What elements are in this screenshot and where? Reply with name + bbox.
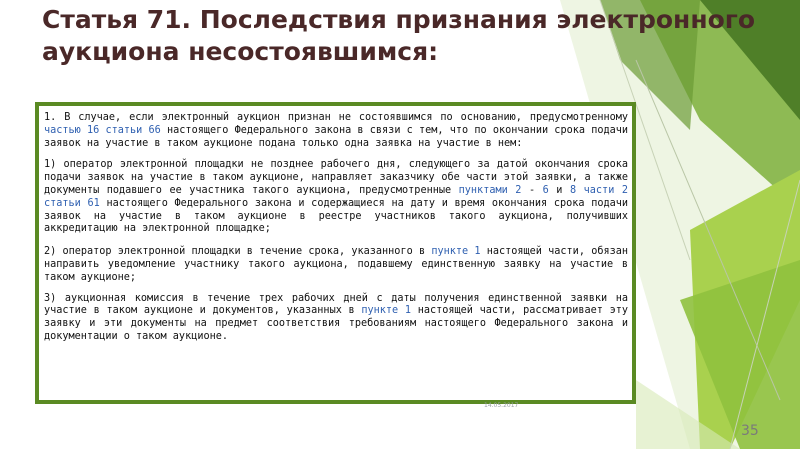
page-number: 35 [741,423,759,439]
text: настоящей части, обязан направить уведомление участнику такого аукциона, подавшему единственную заявку на участие в таком аукционе; [44,246,628,283]
text: и [548,184,570,196]
link-point-1[interactable]: пункте 1 [361,305,412,317]
paragraph-1 [44,112,628,150]
slide-date: 14.05.2017 [484,402,519,409]
paragraph-item-1 [44,159,628,236]
text: 3) аукционная комиссия в течение трех рабочих дней с даты получения единственной заявки на участие в таком аукционе и документов, указанных в [44,292,628,317]
text: 1. В случае, если электронный аукцион признан не состоявшимся по основанию, предусмотренному [44,112,628,123]
text: 2) оператор электронной площадки в течение срока, указанного в [44,246,432,258]
link-6[interactable]: 6 [542,184,549,196]
link-points-2[interactable]: пунктами 2 [458,184,522,196]
slide-title [42,4,792,68]
paragraph-item-2 [44,246,628,284]
title-line-1: Статья 71. Последствия признания электронного [42,5,756,34]
title-line-2: аукциона несостоявшимся: [42,37,439,66]
link-part-16-article-66[interactable]: частью 16 статьи 66 [44,124,161,136]
link-8-part-2-article-61[interactable]: 8 части 2 статьи 61 [44,184,628,209]
text: настоящего Федерального закона в связи с тем, что по окончании срока подачи заявок на участие в таком аукционе подана только одна заявка на участие в нем: [44,124,629,149]
paragraph-item-3 [44,293,628,344]
article-text-box [35,102,636,404]
text: настоящей части, рассматривает эту заявку и эти документы на предмет соответствия требованиям настоящего Федерального закона и документации о таком аукционе. [44,305,628,342]
text: настоящего Федерального закона и содержащиеся на дату и время окончания срока подачи заявок на участие в таком аукционе в реестре участников такого аукциона, получивших аккредитацию на электронной площадке; [44,197,628,235]
link-point-1[interactable]: пункте 1 [431,246,481,258]
text: - [521,184,543,196]
text: 1) оператор электронной площадки не позднее рабочего дня, следующего за датой окончания срока подачи заявок на участие в таком аукционе, направляет заказчику обе части этой заявки, а также документы подавшего ее участника такого аукциона, предусмотренные [44,159,628,196]
